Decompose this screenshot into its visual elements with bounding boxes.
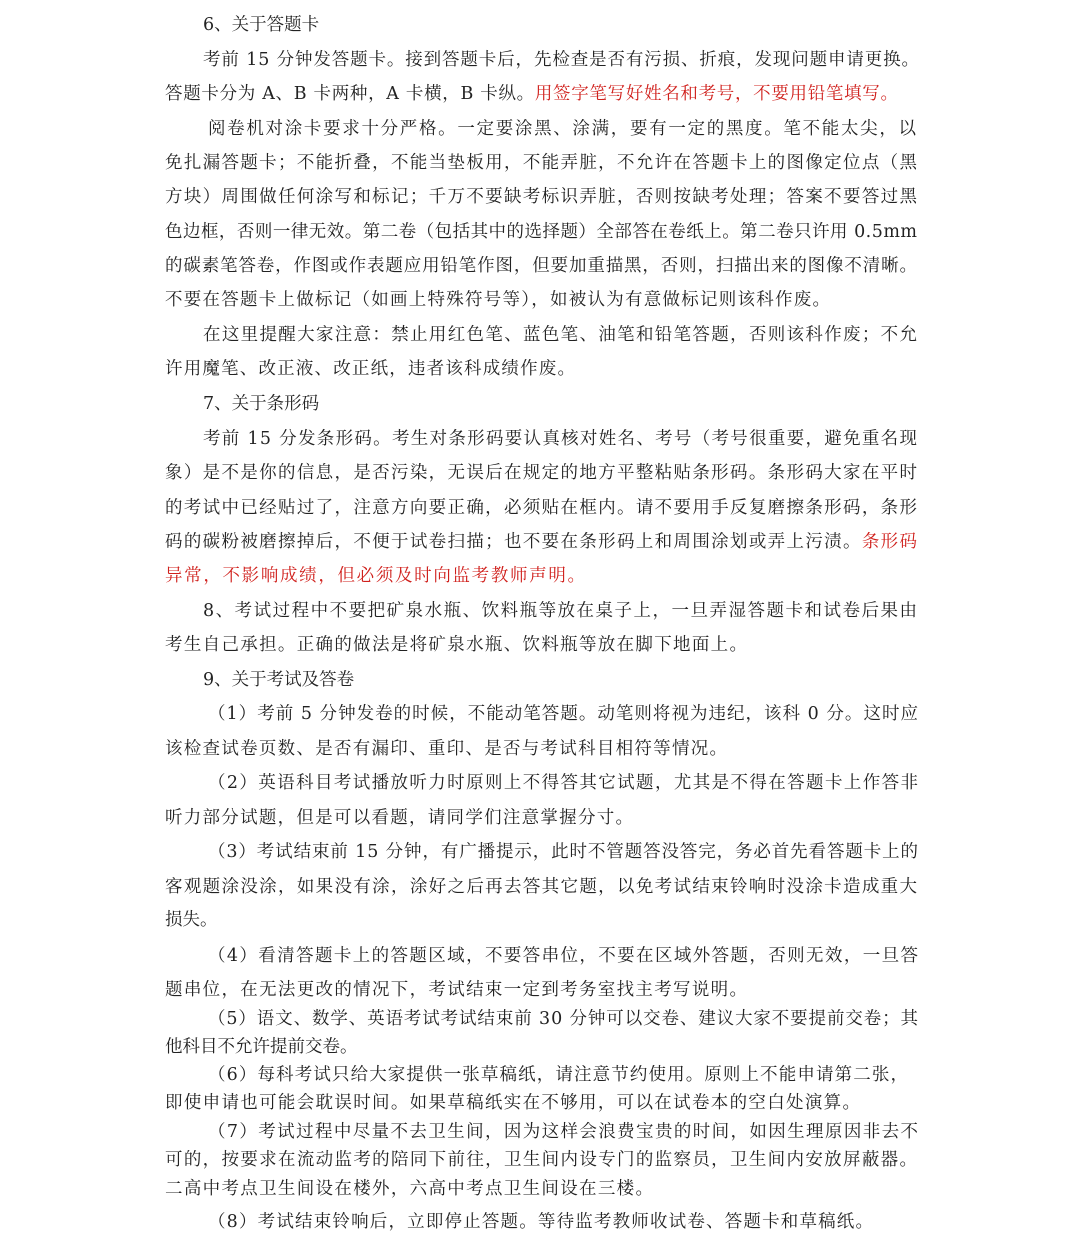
line-text: 二高中考点卫生间设在楼外，六高中考点卫生间设在三楼。 bbox=[165, 1179, 655, 1199]
line-text: 可的，按要求在流动监考的陪同下前往，卫生间内设专门的监察员，卫生间内安放屏蔽器。 bbox=[165, 1150, 919, 1170]
line-text: 他科目不允许提前交卷。 bbox=[165, 1037, 358, 1057]
line-text: （1）考前 5 分钟发卷的时候，不能动笔答题。动笔则将视为违纪，该科 0 分。这时应 bbox=[208, 704, 920, 724]
line-text: 不要在答题卡上做标记（如画上特殊符号等），如被认为有意做标记则该科作废。 bbox=[165, 290, 832, 310]
text-line bbox=[0, 460, 1080, 486]
text-line bbox=[0, 1006, 1080, 1032]
text-line bbox=[0, 495, 1080, 521]
text-line bbox=[0, 47, 1080, 73]
line-text: 的碳素笔答卷，作图或作表题应用铅笔作图，但要加重描黑，否则，扫描出来的图像不清晰。 bbox=[165, 256, 918, 276]
text-line bbox=[0, 839, 1080, 865]
text-line bbox=[0, 598, 1080, 624]
text-line bbox=[0, 563, 1080, 589]
section-heading bbox=[0, 12, 1080, 38]
text-line bbox=[0, 1209, 1080, 1235]
text-line bbox=[0, 874, 1080, 900]
line-text: （8）考试结束铃响后，立即停止答题。等待监考教师收试卷、答题卡和草稿纸。 bbox=[208, 1212, 875, 1232]
text-line bbox=[0, 322, 1080, 348]
text-line bbox=[0, 529, 1080, 555]
line-text: （6）每科考试只给大家提供一张草稿纸，请注意节约使用。原则上不能申请第二张， bbox=[208, 1065, 910, 1085]
line-text: 考生自己承担。正确的做法是将矿泉水瓶、饮料瓶等放在脚下地面上。 bbox=[165, 635, 749, 655]
line-text: 码的碳粉被磨擦掉后，不便于试卷扫描；也不要在条形码上和周围涂划或弄上污渍。 bbox=[165, 532, 862, 552]
line-text: 阅卷机对涂卡要求十分严格。一定要涂黑、涂满，要有一定的黑度。笔不能太尖，以 bbox=[208, 119, 918, 139]
line-text: 损失。 bbox=[165, 910, 218, 930]
text-line bbox=[0, 150, 1080, 176]
highlighted-text: 用签字笔写好姓名和考号，不要用铅笔填写。 bbox=[534, 84, 899, 104]
text-line bbox=[0, 736, 1080, 762]
section-heading bbox=[0, 667, 1080, 693]
text-line bbox=[0, 943, 1080, 969]
line-text: （5）语文、数学、英语考试考试结束前 30 分钟可以交卷、建议大家不要提前交卷；其 bbox=[208, 1009, 919, 1029]
line-text: 6、关于答题卡 bbox=[203, 15, 320, 35]
text-line bbox=[0, 426, 1080, 452]
text-line bbox=[0, 184, 1080, 210]
line-text: 色边框，否则一律无效。第二卷（包括其中的选择题）全部答在卷纸上。第二卷只许用 0.5mm bbox=[165, 222, 918, 242]
highlighted-text: 异常，不影响成绩，但必须及时向监考教师声明。 bbox=[165, 566, 587, 586]
highlighted-text: 条形码 bbox=[861, 532, 919, 552]
line-text: 8、考试过程中不要把矿泉水瓶、饮料瓶等放在桌子上，一旦弄湿答题卡和试卷后果由 bbox=[203, 601, 919, 621]
line-text: 考前 15 分发条形码。考生对条形码要认真核对姓名、考号（考号很重要，避免重名现 bbox=[203, 429, 919, 449]
text-line bbox=[0, 1090, 1080, 1116]
text-line bbox=[0, 805, 1080, 831]
line-text: 即使申请也可能会耽误时间。如果草稿纸实在不够用，可以在试卷本的空白处演算。 bbox=[165, 1093, 862, 1113]
line-text: （7）考试过程中尽量不去卫生间，因为这样会浪费宝贵的时间，如因生理原因非去不 bbox=[208, 1122, 920, 1142]
line-text: （3）考试结束前 15 分钟，有广播提示，此时不管题答没答完，务必首先看答题卡上的 bbox=[208, 842, 919, 862]
text-line bbox=[0, 287, 1080, 313]
line-text: 9、关于考试及答卷 bbox=[203, 670, 355, 690]
line-text: 7、关于条形码 bbox=[203, 394, 320, 414]
text-line bbox=[0, 1119, 1080, 1145]
line-text: 该检查试卷页数、是否有漏印、重印、是否与考试科目相符等情况。 bbox=[165, 739, 729, 759]
line-text: 答题卡分为 A、B 卡两种，A 卡横，B 卡纵。 bbox=[165, 84, 535, 104]
text-line bbox=[0, 116, 1080, 142]
text-line bbox=[0, 253, 1080, 279]
line-text: 题串位，在无法更改的情况下，考试结束一定到考务室找主考写说明。 bbox=[165, 980, 749, 1000]
line-text: 方块）周围做任何涂写和标记；千万不要缺考标识弄脏，否则按缺考处理；答案不要答过黑 bbox=[165, 187, 919, 207]
text-line bbox=[0, 81, 1080, 107]
line-text: 考前 15 分钟发答题卡。接到答题卡后，先检查是否有污损、折痕，发现问题申请更换。 bbox=[203, 50, 920, 70]
text-line bbox=[0, 1062, 1080, 1088]
line-text: 免扎漏答题卡；不能折叠，不能当垫板用，不能弄脏，不允许在答题卡上的图像定位点（黑 bbox=[165, 153, 919, 173]
text-line bbox=[0, 1147, 1080, 1173]
text-line bbox=[0, 977, 1080, 1003]
text-line bbox=[0, 907, 1080, 933]
text-line bbox=[0, 1176, 1080, 1202]
line-text: 在这里提醒大家注意：禁止用红色笔、蓝色笔、油笔和铅笔答题，否则该科作废；不允 bbox=[203, 325, 919, 345]
text-line bbox=[0, 701, 1080, 727]
text-line bbox=[0, 219, 1080, 245]
line-text: 许用魔笔、改正液、改正纸，违者该科成绩作废。 bbox=[165, 359, 577, 379]
line-text: 客观题涂没涂，如果没有涂，涂好之后再去答其它题，以免考试结束铃响时没涂卡造成重大 bbox=[165, 877, 919, 897]
line-text: （4）看清答题卡上的答题区域，不要答串位，不要在区域外答题，否则无效，一旦答 bbox=[208, 946, 920, 966]
line-text: 的考试中已经贴过了，注意方向要正确，必须贴在框内。请不要用手反复磨擦条形码，条形 bbox=[165, 498, 919, 518]
text-line bbox=[0, 632, 1080, 658]
line-text: 听力部分试题，但是可以看题，请同学们注意掌握分寸。 bbox=[165, 808, 635, 828]
text-line bbox=[0, 770, 1080, 796]
text-line bbox=[0, 356, 1080, 382]
line-text: （2）英语科目考试播放听力时原则上不得答其它试题，尤其是不得在答题卡上作答非 bbox=[208, 773, 920, 793]
text-line bbox=[0, 1034, 1080, 1060]
line-text: 象）是不是你的信息，是否污染，无误后在规定的地方平整粘贴条形码。条形码大家在平时 bbox=[165, 463, 919, 483]
section-heading bbox=[0, 391, 1080, 417]
